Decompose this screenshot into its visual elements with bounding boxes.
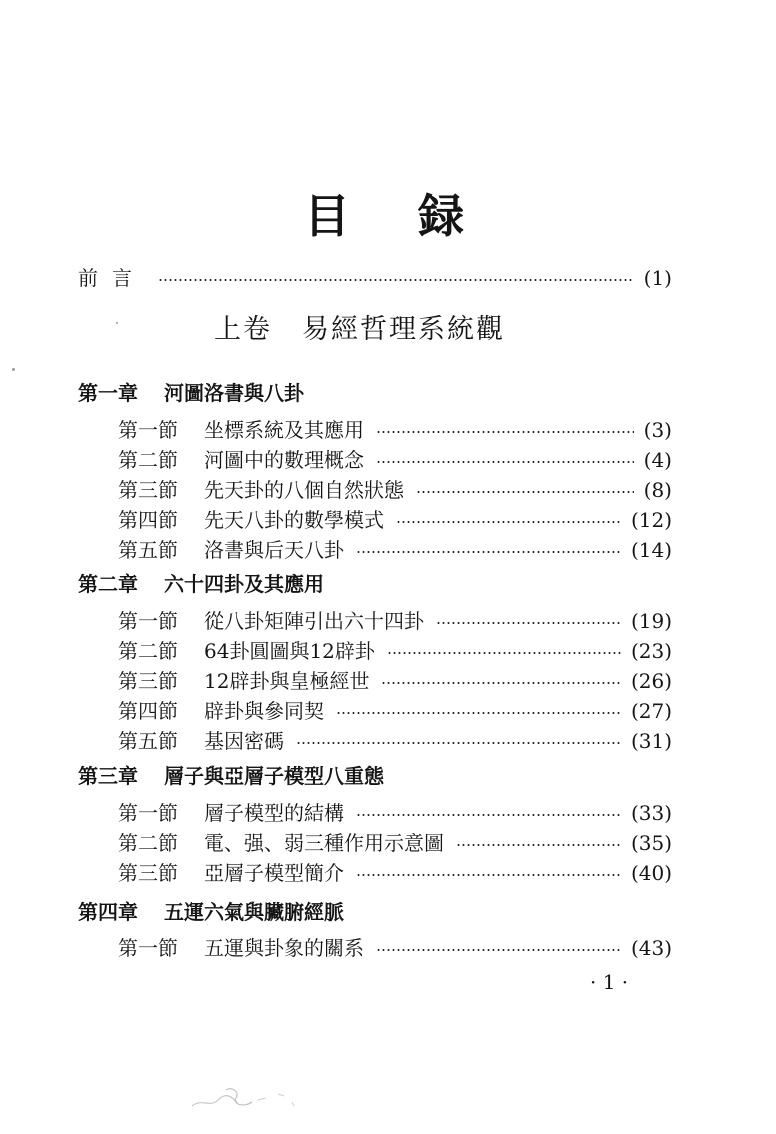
- section-title: 電、强、弱三種作用示意圖: [204, 831, 444, 855]
- page-number: (35): [630, 831, 672, 855]
- section-title: 辟卦與參同契: [204, 699, 324, 723]
- section-title: 先天八卦的數學模式: [204, 508, 384, 532]
- preface-label: 前言: [78, 266, 146, 290]
- dot-leader: [376, 949, 621, 951]
- dot-leader: [396, 521, 621, 523]
- dot-leader: [416, 491, 634, 493]
- section-number: 第五節: [118, 729, 178, 753]
- page-number: (3): [643, 418, 672, 442]
- page-number: (43): [630, 936, 672, 960]
- page-number: (1): [643, 266, 672, 290]
- section-title: 坐標系統及其應用: [204, 418, 364, 442]
- page-number: (8): [643, 478, 672, 502]
- section-number: 第一節: [118, 936, 178, 960]
- chapter-title: 六十四卦及其應用: [164, 572, 324, 596]
- section-entry[interactable]: [118, 666, 672, 696]
- dot-leader: [376, 431, 634, 433]
- section-entry[interactable]: [118, 535, 672, 565]
- section-number: 第二節: [118, 639, 178, 663]
- dot-leader: [158, 279, 634, 281]
- dot-leader: [296, 742, 621, 744]
- section-title: 河圖中的數理概念: [204, 448, 364, 472]
- section-entry[interactable]: [118, 828, 672, 858]
- dot-leader: [456, 844, 621, 846]
- page-folio: · 1 ·: [590, 970, 629, 994]
- chapter-heading[interactable]: [78, 897, 344, 927]
- page-number: (31): [630, 729, 672, 753]
- chapter-title: 五運六氣與臟腑經脈: [164, 900, 344, 924]
- scan-speck: [116, 322, 118, 324]
- chapter-number: 第三章: [78, 764, 138, 788]
- section-number: 第三節: [118, 861, 178, 885]
- contents-title: [0, 188, 776, 248]
- page-number: (33): [630, 801, 672, 825]
- section-number: 第五節: [118, 538, 178, 562]
- section-entry[interactable]: [118, 606, 672, 636]
- page-number: (27): [630, 699, 672, 723]
- section-title: 基因密碼: [204, 729, 284, 753]
- page-number: (19): [630, 609, 672, 633]
- section-entry[interactable]: [118, 475, 672, 505]
- section-number: 第四節: [118, 699, 178, 723]
- section-number: 第二節: [118, 448, 178, 472]
- dot-leader: [336, 712, 621, 714]
- dot-leader: [356, 551, 621, 553]
- section-number: 第三節: [118, 669, 178, 693]
- chapter-number: 第一章: [78, 381, 138, 405]
- page-number: (12): [630, 508, 672, 532]
- section-title: 亞層子模型簡介: [204, 861, 344, 885]
- section-entry[interactable]: [118, 798, 672, 828]
- section-entry[interactable]: [118, 726, 672, 756]
- section-title: 層子模型的結構: [204, 801, 344, 825]
- section-title: 先天卦的八個自然狀態: [204, 478, 404, 502]
- section-entry[interactable]: [118, 415, 672, 445]
- section-title: 五運與卦象的關系: [204, 936, 364, 960]
- section-number: 第四節: [118, 508, 178, 532]
- chapter-title: 河圖洛書與八卦: [164, 381, 304, 405]
- dot-leader: [387, 652, 621, 654]
- section-entry[interactable]: [118, 636, 672, 666]
- scan-smudge: [188, 1078, 318, 1114]
- section-entry[interactable]: [118, 505, 672, 535]
- page-number: (26): [630, 669, 672, 693]
- section-title: 洛書與后天八卦: [204, 538, 344, 562]
- chapter-heading[interactable]: [78, 761, 384, 791]
- chapter-heading[interactable]: [78, 569, 324, 599]
- section-entry[interactable]: [118, 858, 672, 888]
- section-number: 第一節: [118, 418, 178, 442]
- volume-label: 上卷: [214, 314, 272, 345]
- section-number: 第一節: [118, 609, 178, 633]
- section-number: 第一節: [118, 801, 178, 825]
- page-number: (14): [630, 538, 672, 562]
- chapter-title: 層子與亞層子模型八重態: [164, 764, 384, 788]
- section-entry[interactable]: [118, 696, 672, 726]
- dot-leader: [376, 461, 634, 463]
- chapter-number: 第二章: [78, 572, 138, 596]
- section-entry[interactable]: [118, 445, 672, 475]
- section-entry[interactable]: [118, 933, 672, 963]
- section-number: 第二節: [118, 831, 178, 855]
- dot-leader: [356, 874, 621, 876]
- chapter-number: 第四章: [78, 900, 138, 924]
- section-title: 從八卦矩陣引出六十四卦: [204, 609, 424, 633]
- section-number: 第三節: [118, 478, 178, 502]
- volume-subtitle: 易經哲理系統觀: [302, 314, 505, 345]
- dot-leader: [356, 814, 621, 816]
- section-title: 64卦圓圖與12辟卦: [204, 639, 375, 663]
- page-number: (40): [630, 861, 672, 885]
- title-char-2: 録: [418, 189, 464, 243]
- preface-entry[interactable]: [78, 263, 672, 293]
- page-number: (4): [643, 448, 672, 472]
- volume-heading: [214, 312, 505, 348]
- title-char-1: 目: [304, 189, 350, 243]
- chapter-heading[interactable]: [78, 378, 304, 408]
- section-title: 12辟卦與皇極經世: [204, 669, 370, 693]
- dot-leader: [436, 622, 621, 624]
- scan-speck: [12, 368, 15, 371]
- page-number: (23): [630, 639, 672, 663]
- dot-leader: [381, 682, 620, 684]
